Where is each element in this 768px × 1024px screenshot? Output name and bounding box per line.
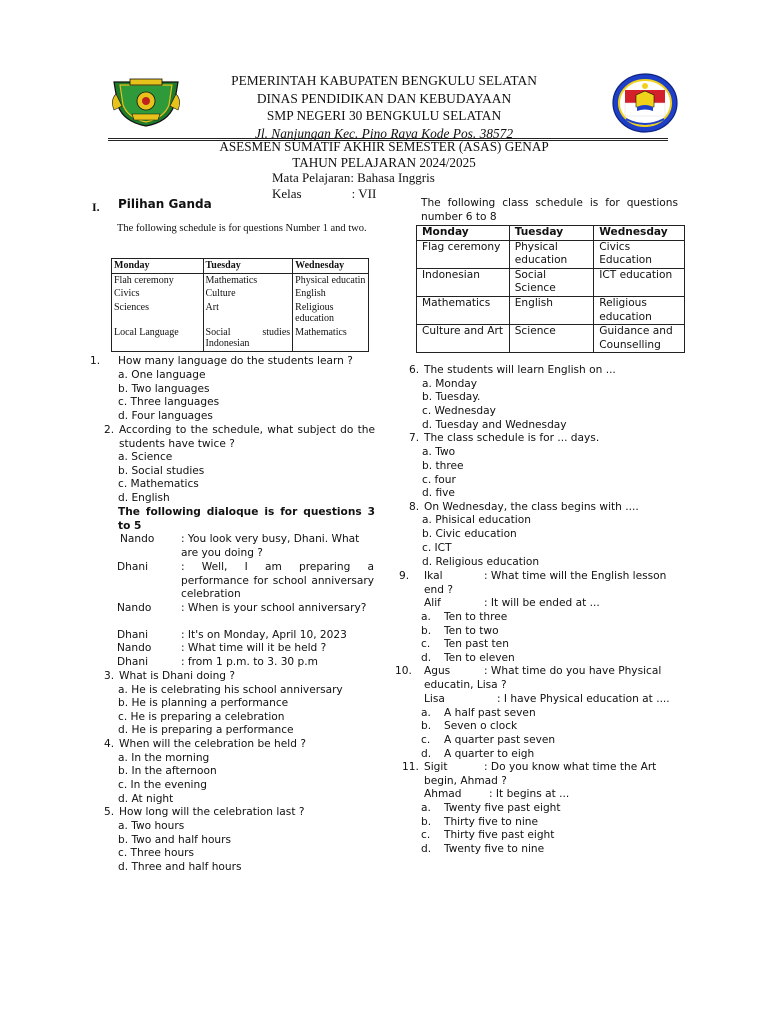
question-text: The students will learn English on ...: [424, 364, 616, 376]
section-number: I.: [92, 200, 100, 214]
answer-option: c. four: [422, 474, 456, 486]
table-cell: Flah ceremony: [112, 273, 204, 287]
dialogue-intro: The following dialoque is for questions 3 to 5: [118, 506, 375, 532]
answer-letter: a.: [421, 707, 431, 719]
answer-letter: b.: [421, 625, 432, 637]
answer-option: b. Social studies: [118, 465, 205, 477]
question-number: 7.: [409, 432, 420, 444]
subject-line: Mata Pelajaran: Bahasa Inggris: [272, 170, 435, 185]
dialogue-speaker: Nando: [117, 642, 152, 654]
class-label: Kelas: [272, 185, 302, 201]
answer-letter: d.: [421, 652, 432, 664]
answer-option: a. Two: [422, 446, 456, 458]
dialogue-text: : from 1 p.m. to 3. 30 p.m: [181, 656, 318, 668]
answer-option: Ten to three: [444, 611, 508, 623]
answer-option: c. Mathematics: [118, 478, 199, 490]
table-cell: Mathematics: [293, 326, 369, 352]
answer-option: d. five: [422, 487, 455, 499]
dialogue-speaker: Nando: [117, 602, 152, 614]
table-cell: Religious education: [293, 301, 369, 326]
question-number: 6.: [409, 364, 420, 376]
table-row: [112, 287, 369, 301]
table-cell: English: [293, 287, 369, 301]
answer-option: Ten to two: [444, 625, 499, 637]
table-cell: Civics: [112, 287, 204, 301]
table-header: Tuesday: [203, 259, 293, 274]
dialogue-speaker: Lisa: [424, 693, 445, 705]
answer-option: a. Science: [118, 451, 173, 463]
section-title: Pilihan Ganda: [118, 197, 212, 211]
answer-option: b. Civic education: [422, 528, 517, 540]
dialogue-speaker: Dhani: [117, 656, 149, 668]
table-header: Monday: [112, 259, 204, 274]
table-header: Tuesday: [509, 226, 594, 241]
answer-option: d. Tuesday and Wednesday: [422, 419, 567, 431]
table-cell: Local Language: [112, 326, 204, 352]
question-number: 5.: [104, 806, 115, 818]
question-text: How long will the celebration last ?: [119, 806, 305, 818]
academic-year: TAHUN PELAJARAN 2024/2025: [292, 154, 476, 170]
question-text: How many language do the students learn ?: [118, 355, 353, 367]
class-value: : VII: [351, 185, 377, 201]
answer-option: a. Monday: [422, 378, 478, 390]
dialogue-speaker: Ahmad: [424, 788, 462, 800]
answer-letter: c.: [421, 829, 431, 841]
answer-option: c. In the evening: [118, 779, 207, 791]
schedule-table-1: [111, 258, 369, 352]
question-number: 9.: [399, 570, 410, 582]
question-text: When will the celebration be held ?: [119, 738, 306, 750]
dialogue-speaker: Ikal: [424, 570, 443, 582]
table-row: [417, 268, 685, 296]
dialogue-speaker: Alif: [424, 597, 441, 609]
exam-meta: [272, 170, 435, 201]
answer-option: a. Phisical education: [422, 514, 531, 526]
answer-option: a. Two hours: [118, 820, 185, 832]
dialogue-speaker: Dhani: [117, 629, 149, 641]
question-text: What is Dhani doing ?: [119, 670, 235, 682]
schedule-table-2: [416, 225, 685, 353]
table-cell: Mathematics: [203, 273, 293, 287]
answer-option: c. He is preparing a celebration: [118, 711, 285, 723]
table-cell: Social Science: [509, 268, 594, 296]
answer-option: Seven o clock: [444, 720, 518, 732]
answer-option: b. Two and half hours: [118, 834, 232, 846]
table-cell: Culture: [203, 287, 293, 301]
answer-option: a. In the morning: [118, 752, 210, 764]
question-text: According to the schedule, what subject do the students have twice ?: [119, 424, 375, 450]
answer-letter: c.: [421, 638, 431, 650]
dialogue-text: : Well, I am preparing a performance for school anniversary celebration: [181, 561, 374, 601]
dialogue-speaker: Dhani: [117, 561, 149, 573]
dialogue-text: : What time will it be held ?: [181, 642, 327, 654]
answer-letter: a.: [421, 611, 431, 623]
dialogue-text: : When is your school anniversary?: [181, 602, 367, 614]
table-cell: Art: [203, 301, 293, 326]
table-cell: Physical educatin: [293, 273, 369, 287]
answer-option: d. Religious education: [422, 556, 540, 568]
table-cell: Physical education: [509, 240, 594, 268]
question-number: 11.: [402, 761, 419, 773]
answer-letter: b.: [421, 720, 432, 732]
table-cell: Culture and Art: [417, 325, 510, 353]
table-row: [417, 296, 685, 324]
schedule2-intro: The following class schedule is for questions number 6 to 8: [421, 197, 678, 223]
question-text: The class schedule is for ... days.: [424, 432, 600, 444]
class-line: [272, 186, 435, 202]
question-number: 8.: [409, 501, 420, 513]
answer-option: c. Three languages: [118, 396, 220, 408]
table-header: Wednesday: [594, 226, 685, 241]
question-number: 2.: [104, 424, 115, 436]
question-text: : I have Physical education at ....: [497, 693, 670, 705]
answer-option: a. He is celebrating his school anniversary: [118, 684, 343, 696]
answer-option: Twenty five to nine: [444, 843, 545, 855]
table-cell: Mathematics: [417, 296, 510, 324]
answer-letter: d.: [421, 843, 432, 855]
answer-letter: c.: [421, 734, 431, 746]
answer-option: d. Four languages: [118, 410, 213, 422]
question-text: : It begins at ...: [489, 788, 570, 800]
exam-title: ASESMEN SUMATIF AKHIR SEMESTER (ASAS) GENAP: [219, 139, 549, 154]
table-cell: Sciences: [112, 301, 204, 326]
question-number: 1.: [90, 355, 101, 367]
table-cell: Flag ceremony: [417, 240, 510, 268]
table-header: Monday: [417, 226, 510, 241]
answer-option: b. He is planning a performance: [118, 697, 289, 709]
answer-option: Thirty five past eight: [444, 829, 555, 841]
table-row: [112, 301, 369, 326]
table-cell: Civics Education: [594, 240, 685, 268]
table-header: Wednesday: [293, 259, 369, 274]
table-cell: English: [509, 296, 594, 324]
school-address: Jl. Nanjungan Kec. Pino Raya Kode Pos. 38572: [254, 125, 514, 141]
table-cell: Indonesian: [417, 268, 510, 296]
question-number: 3.: [104, 670, 115, 682]
answer-option: Ten to eleven: [444, 652, 515, 664]
question-text: : What time will the English lesson end ?: [424, 570, 667, 596]
letterhead-line: PEMERINTAH KABUPATEN BENGKULU SELATAN: [231, 73, 537, 88]
answer-option: d. English: [118, 492, 170, 504]
question-text: : Do you know what time the Art begin, Ahmad ?: [424, 761, 657, 787]
table-cell: ICT education: [594, 268, 685, 296]
dialogue-text: : It's on Monday, April 10, 2023: [181, 629, 347, 641]
question-number: 4.: [104, 738, 115, 750]
answer-option: d. He is preparing a performance: [118, 724, 294, 736]
answer-option: d. At night: [118, 793, 174, 805]
table-row: [112, 273, 369, 287]
answer-letter: a.: [421, 802, 431, 814]
answer-option: Twenty five past eight: [444, 802, 561, 814]
dialogue-speaker: Sigit: [424, 761, 448, 773]
question-text: On Wednesday, the class begins with ....: [424, 501, 639, 513]
letterhead: [150, 72, 618, 142]
table-cell: Science: [509, 325, 594, 353]
exam-title-block: [150, 139, 618, 170]
answer-option: A quarter to eigh: [444, 748, 535, 760]
table-cell: Social studies Indonesian: [203, 326, 293, 352]
answer-option: Ten past ten: [444, 638, 509, 650]
letterhead-line: DINAS PENDIDIKAN DAN KEBUDAYAAN: [256, 90, 512, 106]
answer-option: b. Tuesday.: [422, 391, 481, 403]
answer-letter: d.: [421, 748, 432, 760]
dialogue-text: : You look very busy, Dhani. What are you doing ?: [181, 533, 360, 559]
answer-option: c. ICT: [422, 542, 452, 554]
answer-option: b. three: [422, 460, 464, 472]
question-number: 10.: [395, 665, 412, 677]
answer-option: A quarter past seven: [444, 734, 556, 746]
answer-option: A half past seven: [444, 707, 536, 719]
letterhead-line: SMP NEGERI 30 BENGKULU SELATAN: [266, 108, 502, 123]
answer-letter: b.: [421, 816, 432, 828]
table-cell: Guidance and Counselling: [594, 325, 685, 353]
table-cell: Religious education: [594, 296, 685, 324]
school-logo: [612, 73, 678, 133]
dialogue-speaker: Agus: [424, 665, 451, 677]
answer-option: a. One language: [118, 369, 206, 381]
dialogue-speaker: Nando: [120, 533, 155, 545]
answer-option: c. Wednesday: [422, 405, 496, 417]
schedule1-intro: The following schedule is for questions Number 1 and two.: [117, 223, 367, 234]
table-row: [112, 326, 369, 352]
answer-option: b. Two languages: [118, 383, 210, 395]
table-row: [417, 325, 685, 353]
answer-option: d. Three and half hours: [118, 861, 242, 873]
question-text: : What time do you have Physical educatin, Lisa ?: [424, 665, 662, 691]
answer-option: c. Three hours: [118, 847, 195, 859]
answer-option: b. In the afternoon: [118, 765, 217, 777]
question-text: : It will be ended at ...: [484, 597, 600, 609]
table-row: [417, 240, 685, 268]
answer-option: Thirty five to nine: [444, 816, 538, 828]
